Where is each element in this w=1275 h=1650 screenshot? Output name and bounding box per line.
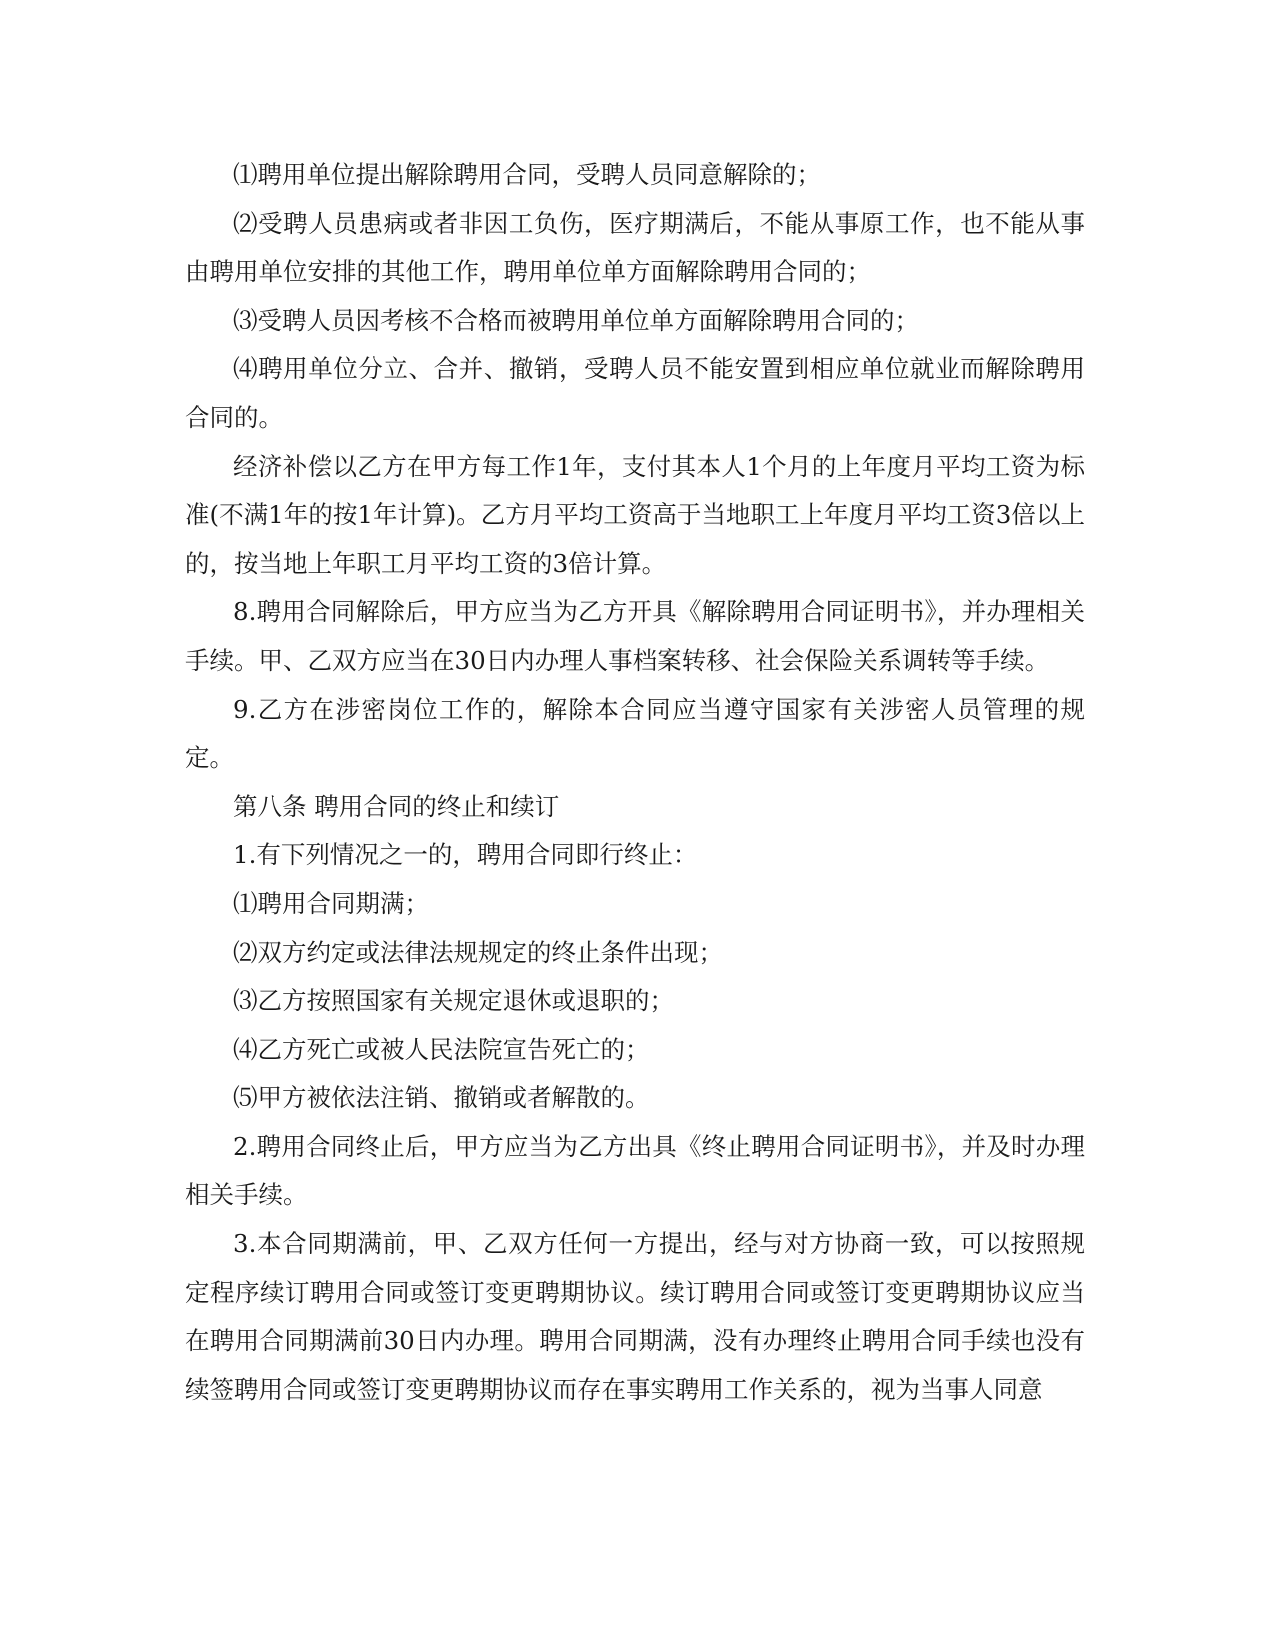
paragraph-termination-case-2: ⑵双方约定或法律法规规定的终止条件出现； [233,937,723,967]
paragraph-item-9: 9.乙方在涉密岗位工作的，解除本合同应当遵守国家有关涉密人员管理的规定。 [185,694,1085,773]
paragraph-termination-1: 1.有下列情况之一的，聘用合同即行终止： [233,840,698,870]
paragraph-clause-2: ⑵受聘人员患病或者非因工负伤，医疗期满后，不能从事原工作，也不能从事由聘用单位安排的其他工作，聘用单位单方面解除聘用合同的； [185,208,1085,287]
paragraph-clause-1: ⑴聘用单位提出解除聘用合同，受聘人员同意解除的； [233,160,821,189]
paragraph-item-8: 8.聘用合同解除后，甲方应当为乙方开具《解除聘用合同证明书》，并办理相关手续。甲、乙双方应当在30日内办理人事档案转移、社会保险关系调转等手续。 [185,597,1085,675]
paragraph-clause-4: ⑷聘用单位分立、合并、撤销，受聘人员不能安置到相应单位就业而解除聘用合同的。 [185,354,1085,432]
paragraph-clause-3: ⑶受聘人员因考核不合格而被聘用单位单方面解除聘用合同的； [233,305,919,335]
document-body [185,151,1085,1414]
paragraph-termination-case-5: ⑸甲方被依法注销、撤销或者解散的。 [233,1083,650,1113]
paragraph-termination-2: 2.聘用合同终止后，甲方应当为乙方出具《终止聘用合同证明书》，并及时办理相关手续。 [185,1131,1085,1210]
paragraph-termination-case-3: ⑶乙方按照国家有关规定退休或退职的； [233,986,674,1016]
paragraph-termination-3: 3.本合同期满前，甲、乙双方任何一方提出，经与对方协商一致，可以按照规定程序续订聘用合同或签订变更聘期协议。续订聘用合同或签订变更聘期协议应当在聘用合同期满前30日内办理。聘用合同期满，没有办理终止聘用合同手续也没有续签聘用合同或签订变更聘期协议而存在事实聘用工作关系的，视为当事人同意 [185,1229,1085,1404]
paragraph-compensation: 经济补偿以乙方在甲方每工作1年，支付其本人1个月的上年度月平均工资为标准(不满1年的按1年计算)。乙方月平均工资高于当地职工上年度月平均工资3倍以上的，按当地上年职工月平均工资的3倍计算。 [185,451,1085,578]
article-8-heading: 第八条 聘用合同的终止和续订 [233,791,560,821]
paragraph-termination-case-4: ⑷乙方死亡或被人民法院宣告死亡的； [233,1034,650,1064]
paragraph-termination-case-1: ⑴聘用合同期满； [233,888,429,918]
